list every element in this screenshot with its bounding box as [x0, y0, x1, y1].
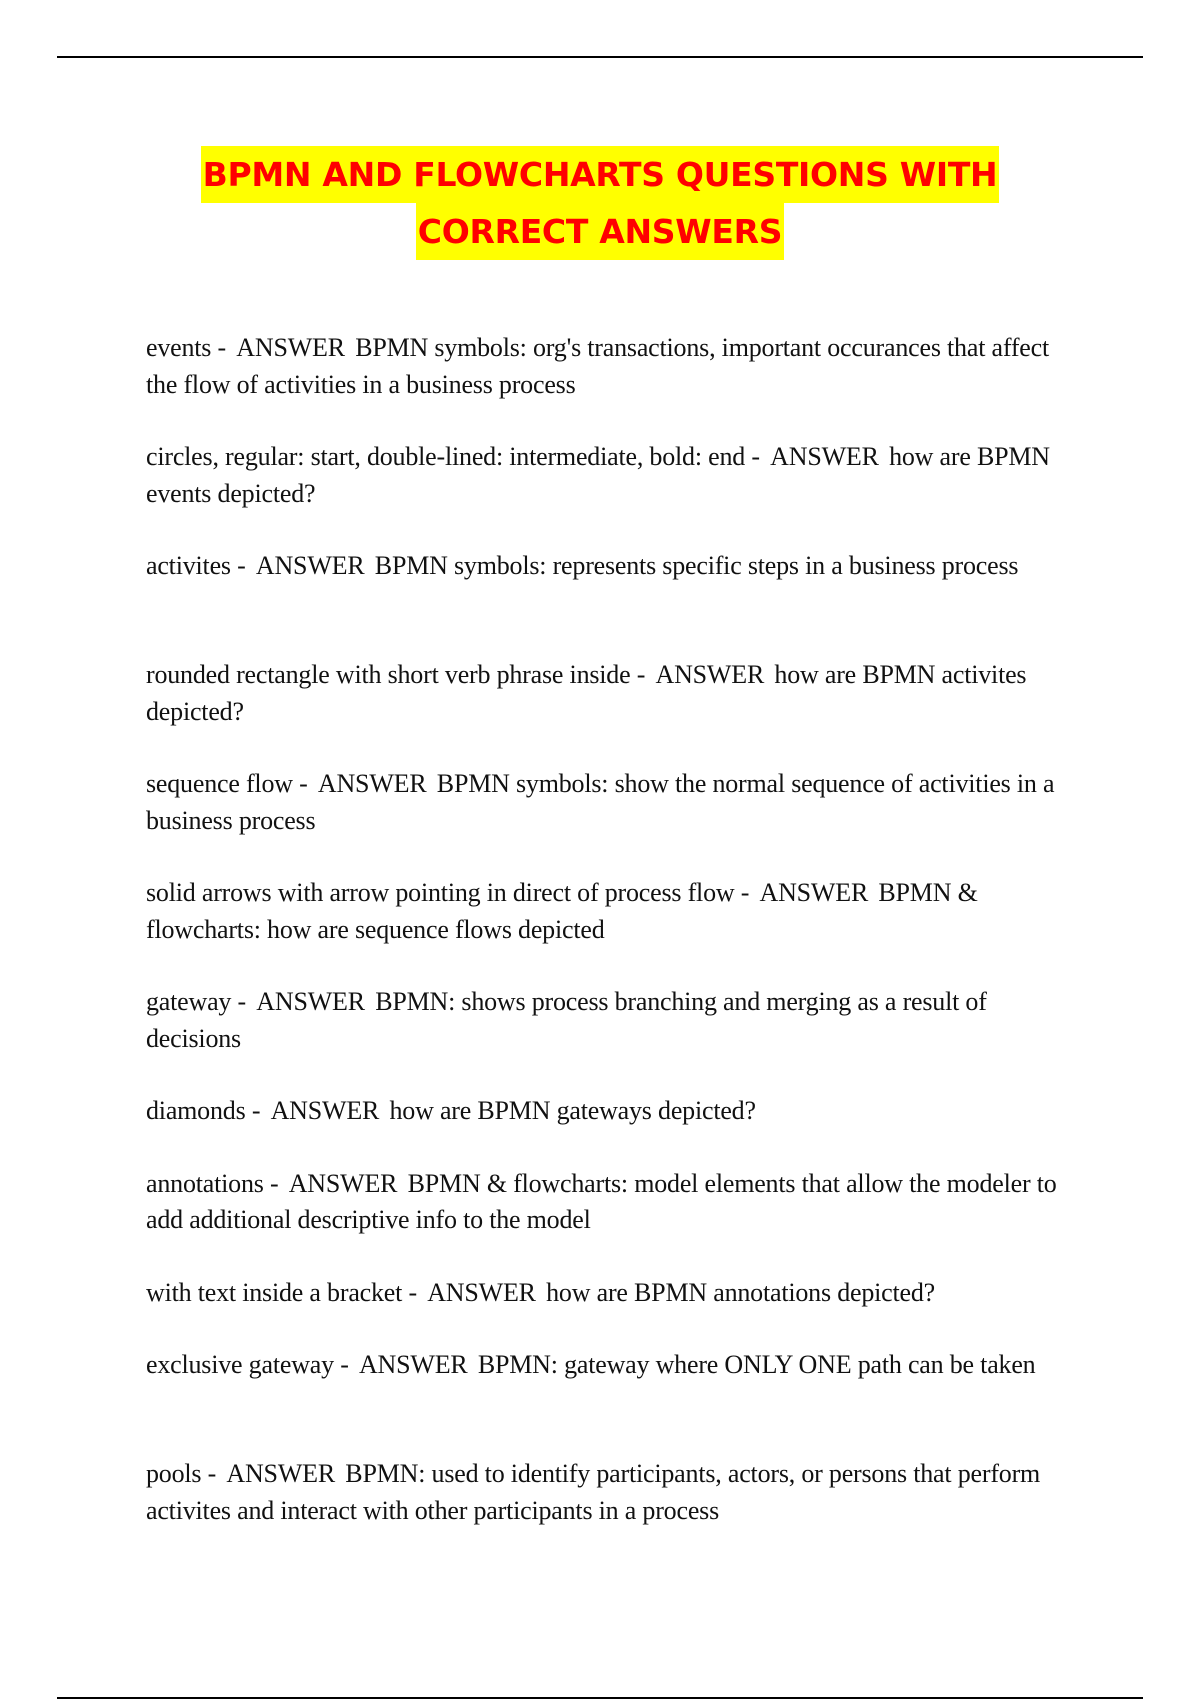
answer-label: ANSWER	[288, 1168, 398, 1198]
answer-label: ANSWER	[226, 1459, 335, 1488]
qa-item: rounded rectangle with short verb phrase inside - ANSWER how are BPMN activites depicted?	[146, 660, 1027, 726]
qa-item: annotations - ANSWER BPMN & flowcharts: model elements that allow the modeler to add additional descriptive info to the model	[146, 1168, 1057, 1234]
qa-definition: BPMN & flowcharts: how are sequence flows depicted	[146, 878, 978, 944]
qa-term: activites	[146, 551, 231, 580]
answer-label: ANSWER	[655, 660, 765, 689]
qa-definition: how are BPMN activites depicted?	[146, 660, 1027, 726]
answer-label: ANSWER	[236, 333, 345, 362]
qa-term: gateway	[146, 987, 232, 1016]
qa-term: exclusive gateway	[146, 1350, 334, 1379]
qa-term: annotations	[146, 1168, 264, 1198]
qa-item: solid arrows with arrow pointing in direct of process flow - ANSWER BPMN & flowcharts: how are sequence flows depicted	[146, 878, 978, 944]
qa-term: pools	[146, 1459, 202, 1488]
qa-item: events - ANSWER BPMN symbols: org's transactions, important occurances that affect the flow of activities in a business process	[146, 333, 1050, 399]
qa-term: with text inside a bracket	[146, 1277, 403, 1307]
answer-label: ANSWER	[256, 987, 365, 1016]
qa-term: rounded rectangle with short verb phrase inside	[146, 660, 631, 689]
qa-definition: BPMN & flowcharts: model elements that allow the modeler to add additional descriptive info to the model	[146, 1168, 1057, 1234]
qa-item: with text inside a bracket - ANSWER how are BPMN annotations depicted?	[146, 1277, 936, 1307]
bottom-rule	[57, 1697, 1143, 1699]
qa-definition: BPMN: gateway where ONLY ONE path can be taken	[477, 1350, 1036, 1379]
qa-definition: BPMN: used to identify participants, actors, or persons that perform activites and interact with other participants in a process	[146, 1459, 1041, 1525]
answer-label: ANSWER	[317, 769, 427, 798]
qa-term: solid arrows with arrow pointing in direct of process flow	[146, 878, 735, 907]
qa-term: diamonds	[146, 1096, 246, 1125]
answer-label: ANSWER	[255, 551, 365, 580]
qa-item: gateway - ANSWER BPMN: shows process branching and merging as a result of decisions	[146, 987, 987, 1053]
qa-item: diamonds - ANSWER how are BPMN gateways depicted?	[146, 1096, 756, 1125]
qa-item: pools - ANSWER BPMN: used to identify participants, actors, or persons that perform activites and interact with other participants in a process	[146, 1459, 1041, 1525]
answer-label: ANSWER	[358, 1350, 468, 1379]
document-title	[100, 146, 1100, 260]
answer-label: ANSWER	[759, 878, 869, 907]
answer-label: ANSWER	[770, 442, 879, 471]
qa-definition: BPMN symbols: show the normal sequence of activities in a business process	[146, 769, 1055, 835]
qa-definition: BPMN symbols: org's transactions, important occurances that affect the flow of activities in a business process	[146, 333, 1050, 399]
qa-term: sequence flow	[146, 769, 293, 798]
qa-item: activites - ANSWER BPMN symbols: represents specific steps in a business process	[146, 551, 1019, 580]
qa-item: circles, regular: start, double-lined: intermediate, bold: end - ANSWER how are BPMN events depicted?	[146, 442, 1050, 508]
title-line-1: BPMN AND FLOWCHARTS QUESTIONS WITH	[201, 146, 1000, 203]
qa-definition: how are BPMN annotations depicted?	[546, 1277, 936, 1307]
qa-definition: BPMN symbols: represents specific steps in a business process	[374, 551, 1019, 580]
qa-item: exclusive gateway - ANSWER BPMN: gateway where ONLY ONE path can be taken	[146, 1350, 1036, 1379]
qa-definition: BPMN: shows process branching and merging as a result of decisions	[146, 987, 987, 1053]
qa-definition: how are BPMN events depicted?	[146, 442, 1050, 508]
top-rule	[57, 56, 1143, 58]
qa-definition: how are BPMN gateways depicted?	[389, 1096, 756, 1125]
answer-label: ANSWER	[270, 1096, 380, 1125]
qa-term: circles, regular: start, double-lined: intermediate, bold: end	[146, 442, 746, 471]
answer-label: ANSWER	[427, 1277, 536, 1307]
qa-list	[146, 330, 1066, 1565]
qa-term: events	[146, 333, 212, 362]
title-line-2: CORRECT ANSWERS	[416, 203, 784, 260]
qa-item: sequence flow - ANSWER BPMN symbols: show the normal sequence of activities in a business process	[146, 769, 1055, 835]
